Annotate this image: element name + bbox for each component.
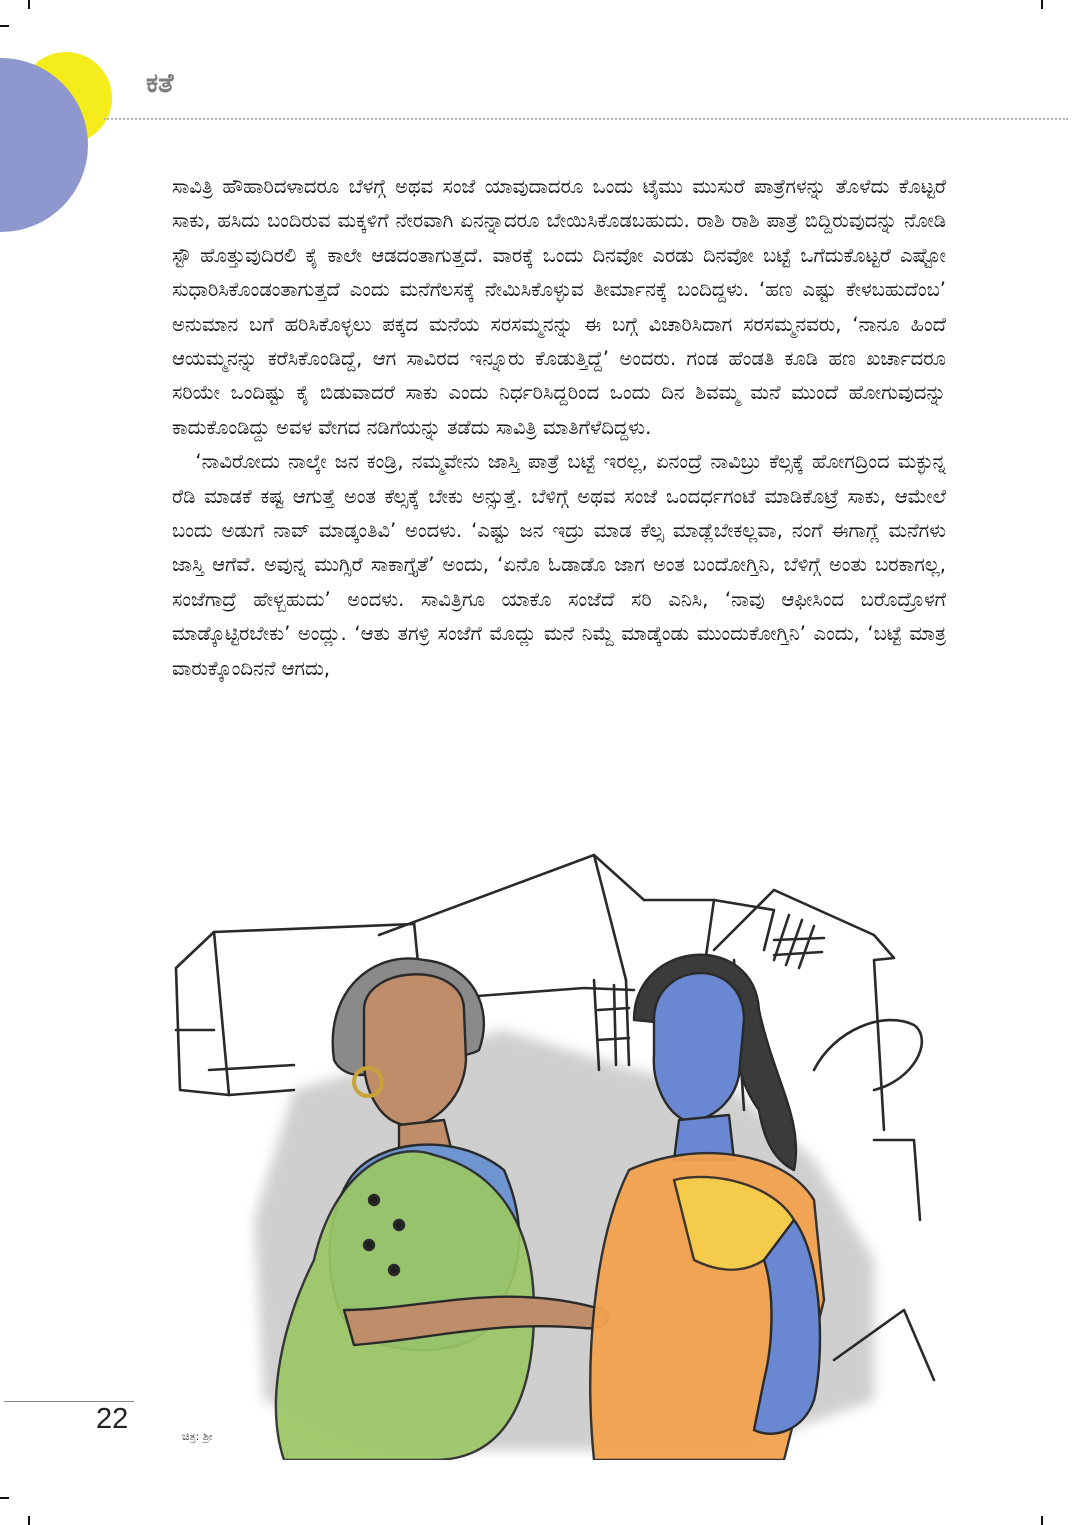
footer-rule [4, 1401, 134, 1402]
crop-mark [28, 0, 30, 9]
crop-mark [1041, 1516, 1043, 1525]
crop-mark [1041, 0, 1043, 9]
section-title: ಕತೆ [146, 68, 174, 99]
story-paragraph: ‘ನಾವಿರೋದು ನಾಲ್ಕೇ ಜನ ಕಂಡ್ರಿ, ನಮ್ಮವೇನು ಜಾಸ್ತಿ ಪಾತ್ರೆ ಬಟ್ಟೆ ಇರಲ್ಲ, ಏನಂದ್ರೆ ನಾವಿಬ್ರು ಕೆಲ್ಸಕ್ಕೆ ಹೋಗದ್ರಿಂದ ಮಕ್ಳುನ್ನ ರೆಡಿ ಮಾಡಕೆ ಕಷ್ಟ ಆಗುತ್ತೆ ಅಂತ ಕೆಲ್ಸಕ್ಕೆ ಬೇಕು ಅನ್ಸುತ್ತೆ. ಬೆಳಿಗ್ಗೆ ಅಥವ ಸಂಜೆ ಒಂದರ್ಧಗಂಟೆ ಮಾಡಿಕೊಟ್ರೆ ಸಾಕು, ಆಮೇಲೆ ಬಂದು ಅಡುಗೆ ನಾವ್ ಮಾಡ್ಕಂತಿವಿ’ ಅಂದಳು. ‘ಎಷ್ಟು ಜನ ಇದ್ರು ಮಾಡ ಕೆಲ್ಸ ಮಾಡ್ಲೆಬೇಕಲ್ಲವಾ, ನಂಗೆ ಈಗಾಗ್ಲೆ ಮನೆಗಳು ಜಾಸ್ತಿ ಆಗೆವೆ. ಅವುನ್ನ ಮುಗ್ಸಿರೆ ಸಾಕಾಗ್ತೈತೆ’ ಅಂದು, ‘ಏನೊ ಓಡಾಡೊ ಜಾಗ ಅಂತ ಬಂದೋಗ್ತಿನಿ, ಬೆಳಿಗ್ಗೆ ಅಂತು ಬರಕಾಗಲ್ಲ, ಸಂಜೆಗಾದ್ರೆ ಹೇಳ್ಬಹುದು’ ಅಂದಳು. ಸಾವಿತ್ರಿಗೂ ಯಾಕೊ ಸಂಜೆದೆ ಸರಿ ಎನಿಸಿ, ‘ನಾವು ಆಫೀಸಿಂದ ಬರೊದ್ರೊಳಗೆ ಮಾಡ್ಕೊಟ್ಟಿರಬೇಕು’ ಅಂದ್ಲು. ‘ಆತು ತಗಳ್ರಿ ಸಂಜೆಗೆ ಮೊದ್ಲು ಮನೆ ನಿಮ್ದೆ ಮಾಡ್ಕೆಂಡು ಮುಂದುಕೋಗ್ತಿನಿ’ ಎಂದು, ‘ಬಟ್ಟೆ ಮಾತ್ರ ವಾರುಕ್ಕೊಂದಿನನೆ ಆಗದು, [172, 450, 946, 680]
artist-signature: ಚಿತ್ರ: ಶ್ರೀ [182, 1430, 213, 1443]
story-illustration [174, 840, 942, 1460]
story-text [172, 170, 946, 686]
dotted-divider [104, 118, 1068, 120]
crop-mark [0, 25, 9, 27]
crop-mark [28, 1516, 30, 1525]
page-number: 22 [96, 1403, 129, 1435]
story-paragraph: ಸಾವಿತ್ರಿ ಹೌಹಾರಿದಳಾದರೂ ಬೆಳಗ್ಗೆ ಅಥವ ಸಂಜೆ ಯಾವುದಾದರೂ ಒಂದು ಟೈಮು ಮುಸುರೆ ಪಾತ್ರೆಗಳನ್ನು ತೊಳೆದು ಕೊಟ್ಟರೆ ಸಾಕು, ಹಸಿದು ಬಂದಿರುವ ಮಕ್ಕಳಿಗೆ ನೇರವಾಗಿ ಏನನ್ನಾದರೂ ಬೇಯಿಸಿಕೊಡಬಹುದು. ರಾಶಿ ರಾಶಿ ಪಾತ್ರೆ ಬಿದ್ದಿರುವುದನ್ನು ನೋಡಿ ಸ್ಟೌ ಹೊತ್ತುವುದಿರಲಿ ಕೈ ಕಾಲೇ ಆಡದಂತಾಗುತ್ತದೆ. ವಾರಕ್ಕೆ ಒಂದು ದಿನವೋ ಎರಡು ದಿನವೋ ಬಟ್ಟೆ ಒಗೆದುಕೊಟ್ಟರೆ ಎಷ್ಟೋ ಸುಧಾರಿಸಿಕೊಂಡಂತಾಗುತ್ತದೆ ಎಂದು ಮನೆಗೆಲಸಕ್ಕೆ ನೇಮಿಸಿಕೊಳ್ಳುವ ತೀರ್ಮಾನಕ್ಕೆ ಬಂದಿದ್ದಳು. ‘ಹಣ ಎಷ್ಟು ಕೇಳಬಹುದೆಂಬ’ ಅನುಮಾನ ಬಗೆ ಹರಿಸಿಕೊಳ್ಳಲು ಪಕ್ಕದ ಮನೆಯ ಸರಸಮ್ಮನನ್ನು ಈ ಬಗ್ಗೆ ವಿಚಾರಿಸಿದಾಗ ಸರಸಮ್ಮನವರು, ‘ನಾನೂ ಹಿಂದೆ ಆಯಮ್ಮನನ್ನು ಕರೆಸಿಕೊಂಡಿದ್ದೆ, ಆಗ ಸಾವಿರದ ಇನ್ನೂರು ಕೊಡುತ್ತಿದ್ದೆ’ ಅಂದರು. ಗಂಡ ಹೆಂಡತಿ ಕೂಡಿ ಹಣ ಖರ್ಚಾದರೂ ಸರಿಯೇ ಒಂದಿಷ್ಟು ಕೈ ಬಿಡುವಾದರೆ ಸಾಕು ಎಂದು ನಿರ್ಧರಿಸಿದ್ದರಿಂದ ಒಂದು ದಿನ ಶಿವಮ್ಮ ಮನೆ ಮುಂದೆ ಹೋಗುವುದನ್ನು ಕಾದುಕೊಂಡಿದ್ದು ಅವಳ ವೇಗದ ನಡಿಗೆಯನ್ನು ತಡೆದು ಸಾವಿತ್ರಿ ಮಾತಿಗೆಳೆದಿದ್ದಳು. [172, 175, 946, 439]
crop-mark [0, 1497, 9, 1499]
right-woman [590, 955, 824, 1460]
